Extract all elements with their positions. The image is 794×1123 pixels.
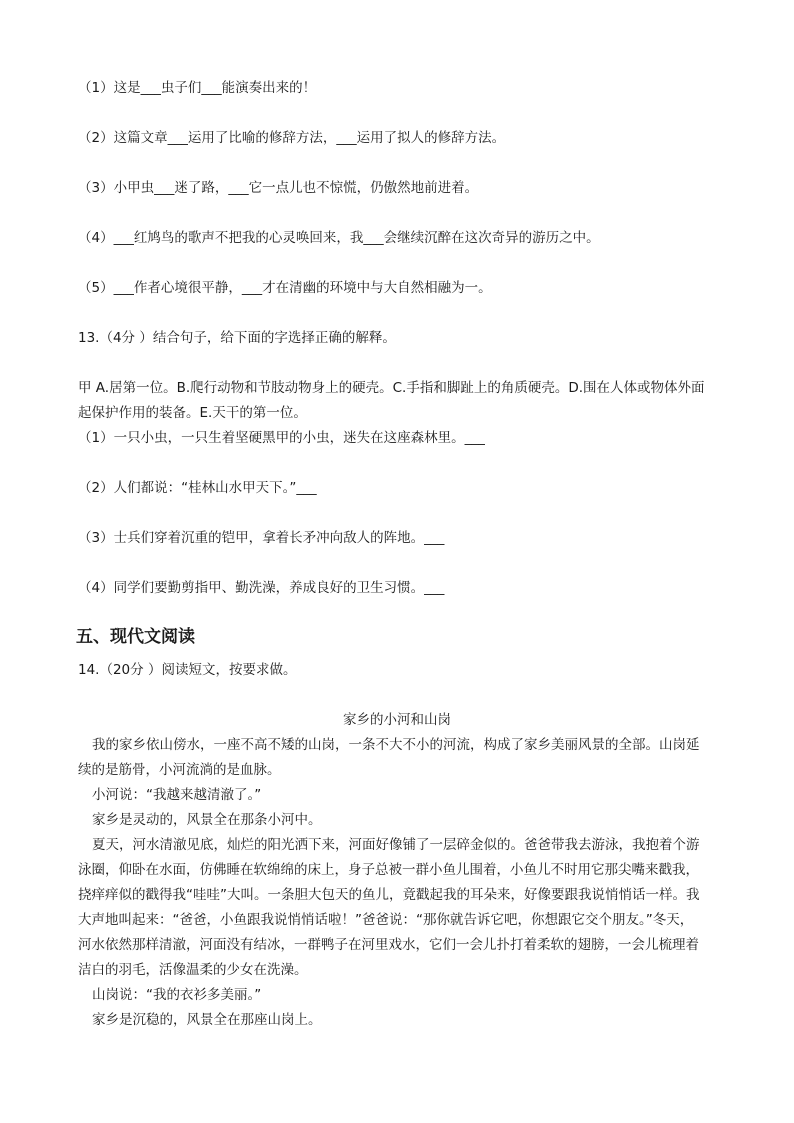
passage-line-6: 泳圈，仰卧在水面，仿佛睡在软绵绵的床上，身子总被一群小鱼儿围着，小鱼儿不时用它那尖嘴来戳我， (78, 862, 699, 878)
question-14-header: 14.（20分 ）阅读短文，按要求做。 (78, 662, 297, 678)
passage-line-2: 续的是筋骨，小河流淌的是血脉。 (78, 762, 281, 778)
fill-item-2: （2）这篇文章___运用了比喻的修辞方法，___运用了拟人的修辞方法。 (78, 130, 506, 146)
passage-line-9: 河水依然那样清澈，河面没有结冰，一群鸭子在河里戏水，它们一会儿扑打着柔软的翅膀，一会儿梳理着 (78, 937, 699, 953)
fill-item-1: （1）这是___虫子们___能演奏出来的！ (78, 80, 317, 96)
question-13-item-1: （1）一只小虫，一只生着坚硬黑甲的小虫，迷失在这座森林里。___ (78, 430, 485, 446)
question-13-header: 13.（4分 ）结合句子，给下面的字选择正确的解释。 (78, 330, 396, 346)
fill-item-5: （5）___作者心境很平静，___才在清幽的环境中与大自然相融为一。 (78, 280, 492, 296)
passage-line-12: 家乡是沉稳的，风景全在那座山岗上。 (92, 1012, 322, 1028)
question-13-item-3: （3）士兵们穿着沉重的铠甲，拿着长矛冲向敌人的阵地。___ (78, 530, 445, 546)
section-5-title: 五、现代文阅读 (76, 627, 195, 647)
passage-line-3: 小河说：“我越来越清澈了。” (92, 787, 262, 803)
fill-item-3: （3）小甲虫___迷了路，___它一点儿也不惊慌，仍傲然地前进着。 (78, 180, 479, 196)
passage-line-8: 大声地叫起来：“爸爸，小鱼跟我说悄悄话啦！”爸爸说：“那你就告诉它吧，你想跟它交个朋友。”冬天， (78, 912, 694, 928)
passage-line-10: 洁白的羽毛，活像温柔的少女在洗澡。 (78, 962, 308, 978)
passage-line-1: 我的家乡依山傍水，一座不高不矮的山岗，一条不大不小的河流，构成了家乡美丽风景的全部。山岗延 (92, 737, 700, 753)
passage-line-7: 挠痒痒似的戳得我“哇哇”大叫。一条胆大包天的鱼儿，竟戳起我的耳朵来，好像要跟我说悄悄话一样。我 (78, 887, 700, 903)
question-13-options-line-1: 甲 A.居第一位。B.爬行动物和节肢动物身上的硬壳。C.手指和脚趾上的角质硬壳。D.围在人体或物体外面 (78, 380, 705, 396)
passage-line-11: 山岗说：“我的衣衫多美丽。” (92, 987, 262, 1003)
question-13-item-4: （4）同学们要勤剪指甲、勤洗澡，养成良好的卫生习惯。___ (78, 580, 445, 596)
fill-item-4: （4）___红鸠鸟的歌声不把我的心灵唤回来，我___会继续沉醉在这次奇异的游历之中。 (78, 230, 600, 246)
passage-title: 家乡的小河和山岗 (343, 712, 451, 728)
passage-line-4: 家乡是灵动的，风景全在那条小河中。 (92, 812, 322, 828)
question-13-item-2: （2）人们都说：“桂林山水甲天下。”___ (78, 480, 317, 496)
question-13-options-line-2: 起保护作用的装备。E.天干的第一位。 (78, 405, 307, 421)
passage-line-5: 夏天，河水清澈见底，灿烂的阳光洒下来，河面好像铺了一层碎金似的。爸爸带我去游泳，我抱着个游 (92, 837, 700, 853)
